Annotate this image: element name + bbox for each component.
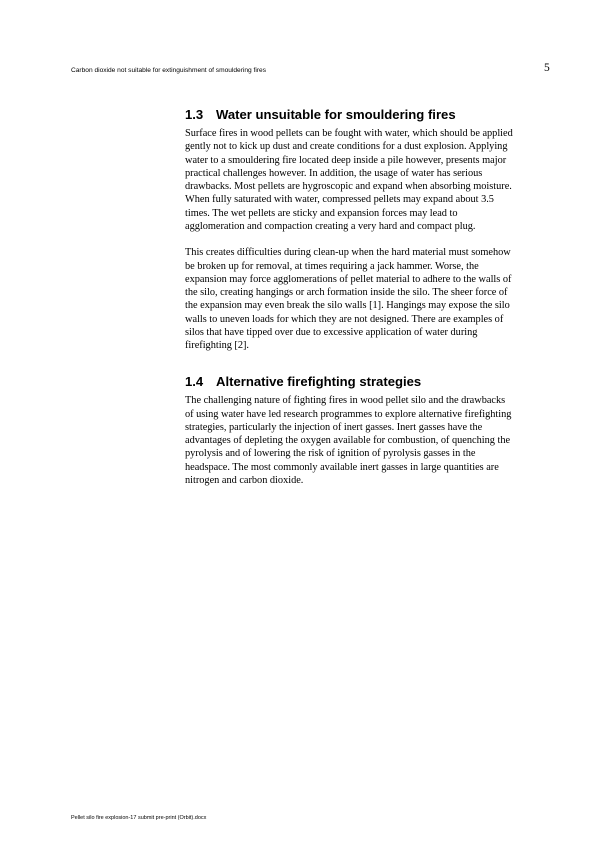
section-title: Alternative firefighting strategies: [216, 374, 422, 390]
text-line: strategies, particularly the injection of inert gasses. Inert gasses have the: [185, 421, 483, 433]
text-line: pyrolysis and of lowering the risk of ignition of pyrolysis gasses in the: [185, 448, 476, 460]
text-line: advantages of depleting the oxygen available for combustion, of quenching the: [185, 435, 511, 446]
page-number: 5: [544, 62, 550, 74]
text-line: silos that have tipped over due to excessive application of water during: [185, 326, 478, 338]
text-line: times. The wet pellets are sticky and expansion forces may lead to: [185, 207, 458, 219]
text-line: When fully saturated with water, compressed pellets may expand about 3.5: [185, 194, 494, 206]
text-line: Surface fires in wood pellets can be fought with water, which should be applied: [185, 128, 513, 139]
section-number: 1.4: [185, 374, 204, 390]
text-line: firefighting [2].: [185, 340, 250, 351]
section-number: 1.3: [185, 107, 204, 122]
section-heading: [185, 373, 553, 391]
paragraph: [185, 246, 553, 352]
text-line: be broken up for removal, at times requiring a jack hammer. Worse, the: [185, 260, 479, 272]
text-line: drawbacks. Most pellets are hygroscopic and expand when absorbing moisture.: [185, 181, 512, 192]
section-heading: [185, 106, 553, 124]
running-footer-filename: Pellet silo fire explosion-17 submit pre-print (Orbit).docx: [71, 815, 207, 821]
text-line: of using water have led research programmes to explore alternative firefighting: [185, 408, 512, 420]
text-line: practical challenges however. In addition, the usage of water has serious: [185, 167, 483, 179]
text-line: agglomeration and compaction creating a very hard and compact plug.: [185, 220, 476, 232]
text-line: gently not to kick up dust and create conditions for a dust explosion. Applying: [185, 141, 508, 153]
text-line: nitrogen and carbon dioxide.: [185, 474, 304, 486]
text-line: The challenging nature of fighting fires in wood pellet silo and the drawbacks: [185, 395, 506, 407]
text-line: This creates difficulties during clean-up when the hard material must somehow: [185, 247, 511, 259]
text-line: the expansion may even break the silo walls [1]. Hangings may expose the silo: [185, 300, 510, 312]
section-alternative-strategies: [185, 373, 553, 487]
text-line: the silo, creating hangings or arch formation inside the silo. The sheer force of: [185, 287, 508, 298]
paragraph: [185, 394, 553, 487]
section-title: Water unsuitable for smouldering fires: [216, 107, 456, 122]
text-line: walls to uneven loads for which they are not designed. There are examples of: [185, 313, 504, 325]
running-header-title: Carbon dioxide not suitable for extinguishment of smouldering fires: [71, 67, 266, 74]
main-content: [185, 106, 553, 487]
text-line: expansion may force agglomerations of pellet material to adhere to the walls of: [185, 273, 512, 285]
text-line: water to a smouldering fire located deep inside a pile however, presents major: [185, 154, 507, 166]
text-line: headspace. The most commonly available inert gasses in large quantities are: [185, 461, 499, 473]
paragraph: [185, 127, 553, 233]
section-water-unsuitable: [185, 106, 553, 352]
